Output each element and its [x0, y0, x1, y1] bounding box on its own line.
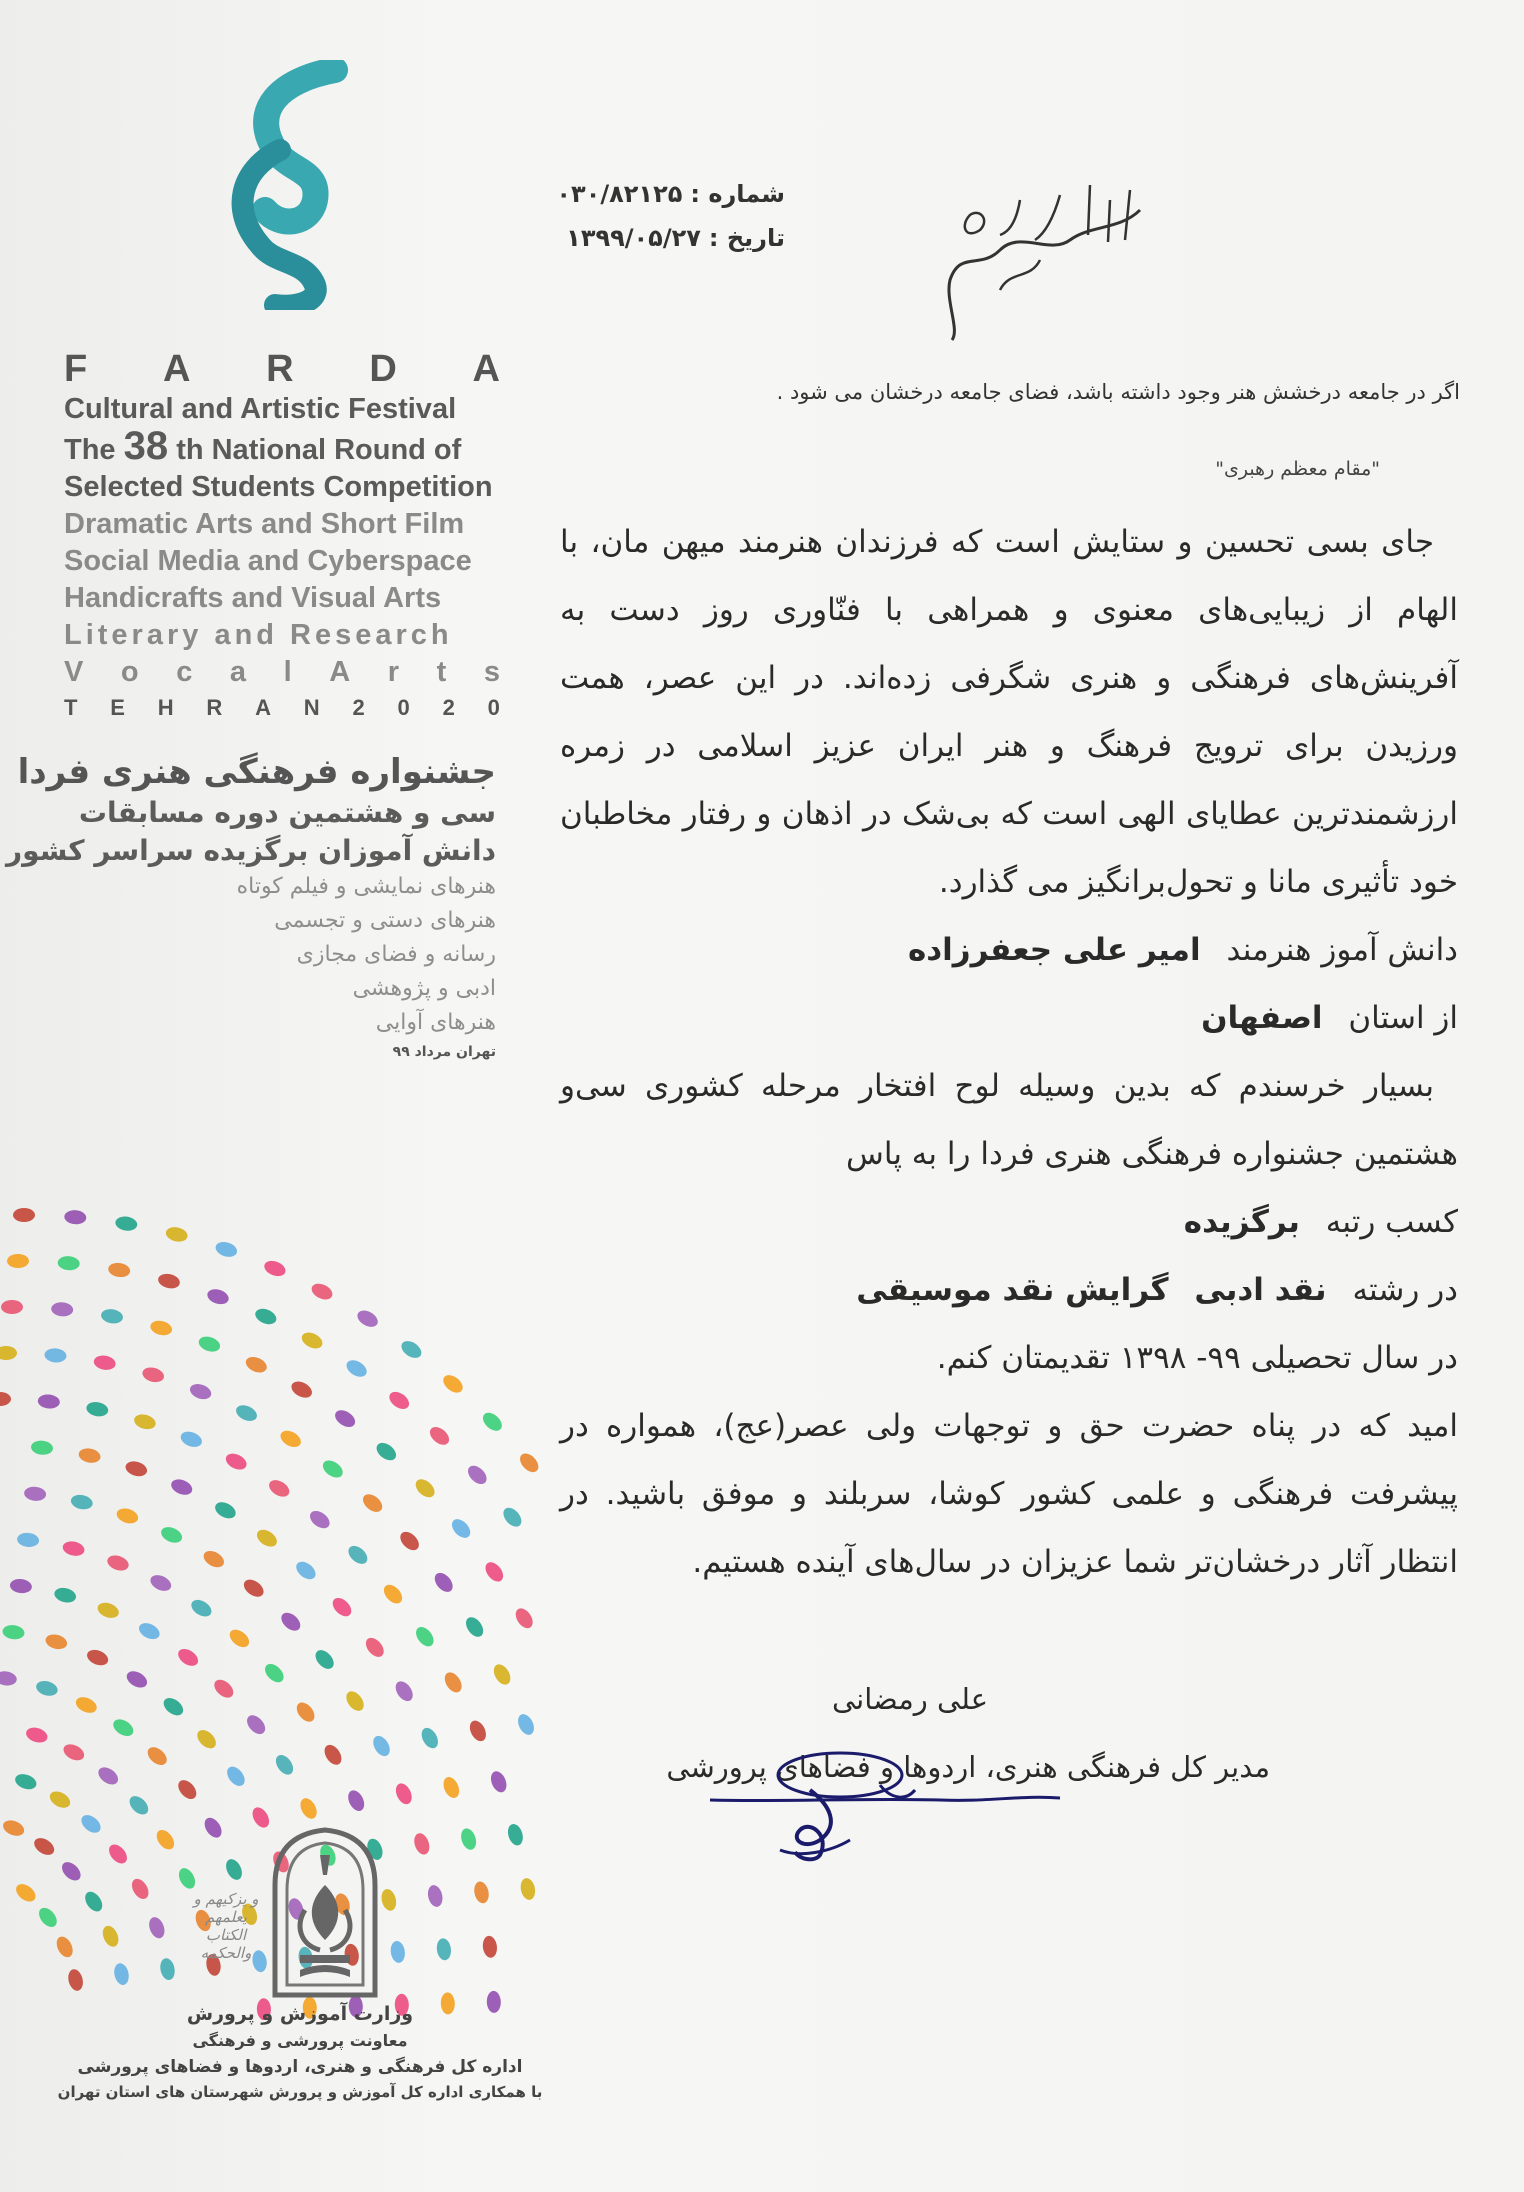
decorative-dot [343, 1688, 367, 1714]
decorative-dot [488, 1769, 509, 1795]
decorative-dot [1, 1817, 27, 1838]
decorative-dot [205, 1287, 230, 1307]
decorative-dot [35, 1904, 60, 1930]
decorative-dot [7, 1254, 29, 1268]
tehran-letter-5: N [303, 695, 320, 720]
farda-letter-1: A [162, 348, 191, 390]
signer-title: مدیر کل فرهنگی هنری، اردوها و فضاهای پرورشی [666, 1750, 1270, 1784]
decorative-dot [34, 1679, 59, 1699]
decorative-dot [44, 1632, 69, 1651]
decorative-dot [13, 1771, 38, 1792]
decorative-dot [59, 1859, 85, 1884]
ministry-footer [40, 2000, 560, 2104]
decorative-dot [201, 1548, 227, 1571]
decorative-dot [110, 1716, 136, 1740]
fa-subtitle-1: سی و هشتمین دوره مسابقات [78, 796, 496, 829]
decorative-dot [243, 1354, 269, 1376]
decorative-dot [355, 1307, 381, 1330]
decorative-dot [201, 1815, 225, 1841]
farda-letter-0: F [64, 348, 88, 390]
festival-left-panel [0, 0, 543, 2192]
fa-art-4: ادبی و پژوهشی [352, 976, 496, 1001]
decorative-dot [223, 1857, 245, 1883]
farda-letter-3: D [369, 348, 397, 390]
tehran-letter-2: H [157, 695, 174, 720]
decorative-dot [482, 1935, 499, 1959]
decorative-dot [169, 1476, 195, 1497]
decorative-dot [37, 1394, 60, 1410]
decorative-dot [289, 1378, 315, 1401]
decorative-dot [224, 1763, 249, 1789]
vocal-letter-5: A [329, 656, 351, 688]
decorative-dot [440, 1372, 466, 1397]
decorative-dot [212, 1499, 238, 1522]
vocal-letter-4: l [283, 656, 292, 688]
en-line-dramatic: Dramatic Arts and Short Film [64, 508, 465, 540]
fa-subtitle-2: دانش آموزان برگزیده سراسر کشور [6, 834, 496, 867]
decorative-dot [320, 1457, 346, 1481]
award-paragraph: بسیار خرسندم که بدین وسیله لوح افتخار مرحله کشوری سی‌و هشتمین جشنواره فرهنگی هنری فردا را به پاس [560, 1068, 1458, 1172]
decorative-dot [82, 1889, 106, 1915]
fa-art-5: هنرهای آوایی [375, 1010, 496, 1035]
decorative-dot [482, 1559, 507, 1585]
decorative-dot [512, 1605, 536, 1631]
vocal-letter-1: o [120, 656, 139, 688]
decorative-dot [0, 1346, 17, 1360]
decorative-dot [78, 1812, 104, 1837]
decorative-dot [66, 1968, 85, 1993]
field-row [560, 1256, 1458, 1324]
decorative-dot [360, 1491, 386, 1516]
decorative-dot [176, 1865, 199, 1891]
decorative-dot [61, 1741, 87, 1763]
decorative-dot [278, 1427, 304, 1450]
decorative-dot [412, 1831, 433, 1856]
number-value: ۰۳۰/۸۲۱۲۵ [556, 180, 683, 208]
bismillah-calligraphy-icon [940, 170, 1150, 350]
decorative-dot [95, 1764, 121, 1788]
decorative-dot [392, 1678, 416, 1704]
decorative-dot [115, 1506, 140, 1526]
decorative-dot [93, 1354, 117, 1372]
en-line-handicrafts: Handicrafts and Visual Arts [64, 582, 442, 614]
decorative-dot [332, 1407, 358, 1431]
letter-body [560, 508, 1458, 1596]
intro-paragraph: جای بسی تحسین و ستایش است که فرزندان هنرمند میهن مان، با الهام از زیبایی‌های معنوی و همراهی با فنّاوری روز دست به آفرینش‌های فرهنگی و هنری شگرفی زده‌اند. در این عصر، همت ورزیدن برای ترویج فرهنگ و هنر ایران عزیز اسلامی در زمره ارزشمندترین عطایای الهی است که بی‌شک در اذهان و رفتار مخاطبان خود تأثیری مانا و تحول‌برانگیز می گذارد. [560, 524, 1458, 900]
decorative-dot [214, 1240, 239, 1260]
decorative-dot [85, 1400, 109, 1418]
en-round-pre: The [64, 434, 116, 466]
decorative-dot [24, 1725, 49, 1745]
quote-source: "مقام معظم رهبری" [1215, 458, 1380, 480]
tehran-2020-label [64, 695, 500, 721]
decorative-dot [253, 1306, 279, 1327]
en-line-festival: Cultural and Artistic Festival [64, 393, 457, 425]
en-line-literary [64, 617, 500, 654]
decorative-dot [472, 1880, 491, 1905]
decorative-dot [389, 1940, 406, 1964]
decorative-dot [307, 1507, 333, 1531]
rank-value: برگزیده [1183, 1204, 1300, 1240]
tehran-letter-0: T [64, 695, 78, 720]
field-value: نقد ادبی [1194, 1272, 1327, 1308]
decorative-dot [386, 1388, 412, 1412]
decorative-dot [31, 1835, 57, 1859]
student-name: امیر علی جعفرزاده [907, 932, 1201, 968]
decorative-dot [148, 1572, 174, 1594]
decorative-dot [362, 1634, 387, 1660]
tehran-letter-1: E [110, 695, 125, 720]
en-line-social: Social Media and Cyberspace [64, 545, 472, 577]
date-value: ۱۳۹۹/۰۵/۲۷ [566, 224, 701, 252]
decorative-dot [85, 1647, 111, 1668]
decorative-dot [241, 1576, 267, 1600]
footer-deputy: معاونت پرورشی و فرهنگی [192, 2031, 408, 2050]
decorative-dot [64, 1209, 87, 1225]
decorative-dot [465, 1462, 491, 1487]
vocal-letter-7: t [436, 656, 447, 688]
decorative-dot [146, 1915, 167, 1941]
decorative-dot [500, 1504, 525, 1530]
decorative-dot [47, 1788, 73, 1811]
decorative-dot [344, 1357, 370, 1380]
decorative-dot [70, 1493, 94, 1511]
decorative-dot [132, 1412, 157, 1431]
decorative-dot [144, 1744, 170, 1769]
decorative-dot [107, 1261, 131, 1278]
decorative-dot [254, 1526, 280, 1550]
emblem-verse: و یزکیهم و یعلمهم الکتاب والحکمه [193, 1890, 259, 1962]
decorative-dot [380, 1581, 405, 1607]
decorative-dot [157, 1272, 182, 1291]
decorative-dot [124, 1668, 150, 1691]
farda-logo-icon [220, 60, 350, 310]
student-label: دانش آموز هنرمند [1226, 932, 1458, 968]
decorative-dot [44, 1347, 67, 1363]
decorative-dot [397, 1528, 423, 1553]
en-round-number: 38 [123, 424, 169, 468]
decorative-dot [105, 1553, 130, 1573]
letter-meta [555, 172, 785, 260]
decorative-dot [197, 1334, 222, 1354]
decorative-dot [136, 1620, 162, 1642]
decorative-dot [312, 1647, 337, 1673]
decorative-dot [188, 1381, 213, 1402]
decorative-dot [23, 1486, 46, 1502]
farda-letter-2: R [266, 348, 294, 390]
decorative-dot [398, 1338, 424, 1362]
vocal-letter-3: a [229, 656, 247, 688]
rank-row [560, 1188, 1458, 1256]
decorative-dot [448, 1516, 473, 1542]
vocal-letter-0: V [64, 656, 84, 688]
decorative-dot [106, 1841, 131, 1867]
decorative-dot [129, 1876, 152, 1902]
decorative-dot [480, 1409, 506, 1434]
decorative-dot [211, 1676, 237, 1701]
decorative-dot [226, 1626, 252, 1651]
vocal-letter-8: s [483, 656, 500, 688]
decorative-dot [164, 1225, 189, 1243]
fa-art-1: هنرهای نمایشی و فیلم کوتاه [236, 874, 496, 899]
vocal-letter-6: r [387, 656, 400, 688]
decorative-dot [244, 1712, 269, 1738]
decorative-dot [431, 1570, 456, 1596]
decorative-dot [0, 1392, 11, 1406]
decorative-dot [175, 1777, 200, 1803]
decorative-dot [223, 1450, 249, 1472]
en-round-post: th National Round of [176, 434, 462, 466]
decorative-dot [321, 1742, 345, 1768]
decorative-dot [427, 1423, 453, 1448]
en-literary-text: Literary and Research [64, 619, 453, 651]
decorative-dot [53, 1934, 75, 1960]
decorative-dot [519, 1877, 537, 1901]
decorative-dot [435, 1937, 452, 1961]
rank-label: کسب رتبه [1325, 1204, 1458, 1240]
decorative-dot [188, 1596, 214, 1619]
decorative-dot [159, 1524, 185, 1546]
branch-value: گرایش نقد موسیقی [856, 1272, 1169, 1308]
footer-ministry: وزارت آموزش و پرورش [186, 2003, 414, 2025]
decorative-dot [440, 1775, 462, 1801]
decorative-dot [112, 1962, 131, 1987]
decorative-dot [53, 1586, 78, 1605]
fa-festival-title: جشنواره فرهنگی هنری فردا [17, 752, 496, 792]
date-label: تاریخ : [708, 224, 785, 252]
decorative-dot [345, 1542, 371, 1567]
decorative-dot [299, 1329, 325, 1351]
decorative-dot [160, 1695, 186, 1719]
decorative-dot [175, 1645, 201, 1669]
fa-art-2: هنرهای دستی و تجسمی [274, 908, 496, 933]
decorative-dot [262, 1258, 288, 1279]
decorative-dot [426, 1884, 445, 1909]
tehran-letter-3: R [206, 695, 223, 720]
decorative-dot [126, 1793, 152, 1818]
decorative-dot [517, 1450, 540, 1476]
decorative-dot [441, 1669, 465, 1695]
letter-date [555, 216, 785, 260]
en-line-vocal [64, 654, 500, 691]
decorative-dot [16, 1532, 39, 1548]
handwritten-signature [690, 1740, 1090, 1880]
signer-name: علی رمضانی [831, 1682, 989, 1716]
decorative-dot [61, 1539, 86, 1557]
province-label: از استان [1348, 1000, 1458, 1036]
en-line-round [64, 424, 500, 469]
fa-date: تهران مرداد ۹۹ [392, 1044, 496, 1060]
decorative-dot [0, 1670, 18, 1687]
number-label: شماره : [690, 180, 785, 208]
decorative-dot [459, 1826, 479, 1851]
decorative-dot [153, 1827, 177, 1853]
decorative-dot [1, 1300, 23, 1314]
decorative-dot [194, 1727, 220, 1752]
decorative-dot [77, 1447, 101, 1465]
decorative-dot [234, 1402, 260, 1424]
decorative-dot [51, 1301, 74, 1317]
english-festival-text [64, 348, 500, 721]
decorative-dot [515, 1712, 537, 1738]
decorative-dot [418, 1725, 441, 1751]
decorative-dot [467, 1718, 490, 1744]
letter-number [555, 172, 785, 216]
decorative-dot [413, 1624, 438, 1650]
leader-quote: اگر در جامعه درخشش هنر وجود داشته باشد، فضای جامعه درخشان می شود . [776, 380, 1460, 404]
decorative-dot [345, 1788, 367, 1814]
decorative-dot [13, 1881, 39, 1906]
en-line-competition: Selected Students Competition [64, 471, 493, 503]
decorative-dot [373, 1439, 399, 1463]
decorative-dot [179, 1429, 205, 1450]
tehran-letter-8: 2 [442, 695, 455, 720]
decorative-dot [462, 1614, 486, 1640]
decorative-dot [293, 1558, 319, 1583]
province-row [560, 984, 1458, 1052]
tehran-letter-7: 0 [397, 695, 410, 720]
decorative-dot [2, 1624, 26, 1641]
vocal-letter-2: c [176, 656, 193, 688]
student-row [560, 916, 1458, 984]
decorative-dot [141, 1365, 166, 1384]
decorative-dot [272, 1752, 296, 1778]
decorative-dot [412, 1476, 438, 1501]
fa-art-3: رسانه و فضای مجازی [296, 942, 496, 967]
tehran-letter-9: 0 [487, 695, 500, 720]
decorative-dot [73, 1694, 99, 1716]
province-name: اصفهان [1201, 1000, 1323, 1036]
decorative-dot [95, 1600, 121, 1621]
footer-cooperation: با همکاری اداره کل آموزش و پرورش شهرستان های استان تهران [57, 2083, 543, 2101]
ministry-emblem-icon [265, 1825, 385, 2000]
decorative-dot [100, 1308, 124, 1325]
decorative-dot [297, 1795, 320, 1821]
decorative-dot [13, 1208, 35, 1222]
field-label: در رشته [1352, 1272, 1458, 1308]
closing-paragraph: امید که در پناه حضرت حق و توجهات ولی عصر(عج)، همواره در پیشرفت فرهنگی و علمی کشور کوشا، سربلند و موفق باشید. در انتظار آثار درخشان‌تر شما عزیزان در سال‌های آینده هستیم. [560, 1408, 1458, 1580]
year-row: در سال تحصیلی ۹۹- ۱۳۹۸ تقدیمتان کنم. [936, 1340, 1458, 1376]
decorative-dot [309, 1281, 335, 1303]
decorative-dot [490, 1661, 513, 1687]
farda-wordmark [64, 348, 500, 391]
decorative-dot [158, 1957, 176, 1981]
footer-directorate: اداره کل فرهنگی و هنری، اردوها و فضاهای پرورشی [77, 2057, 523, 2077]
decorative-dot [393, 1781, 415, 1807]
tehran-letter-6: 2 [352, 695, 365, 720]
decorative-dot [505, 1822, 525, 1847]
decorative-dot [293, 1699, 318, 1725]
decorative-dot [149, 1319, 174, 1338]
decorative-dot [278, 1609, 304, 1634]
decorative-dot [370, 1733, 393, 1759]
decorative-dot [57, 1255, 80, 1271]
decorative-dot [266, 1477, 292, 1500]
decorative-dot [262, 1660, 288, 1685]
decorative-dot [329, 1594, 355, 1619]
decorative-dot [124, 1459, 149, 1479]
decorative-dot [9, 1578, 33, 1595]
decorative-dot [100, 1923, 122, 1949]
quote-source-text: مقام معظم رهبری [1223, 458, 1372, 480]
farda-letter-4: A [472, 348, 500, 390]
decorative-dot [30, 1440, 53, 1456]
decorative-dot [114, 1215, 138, 1232]
tehran-letter-4: A [255, 695, 271, 720]
